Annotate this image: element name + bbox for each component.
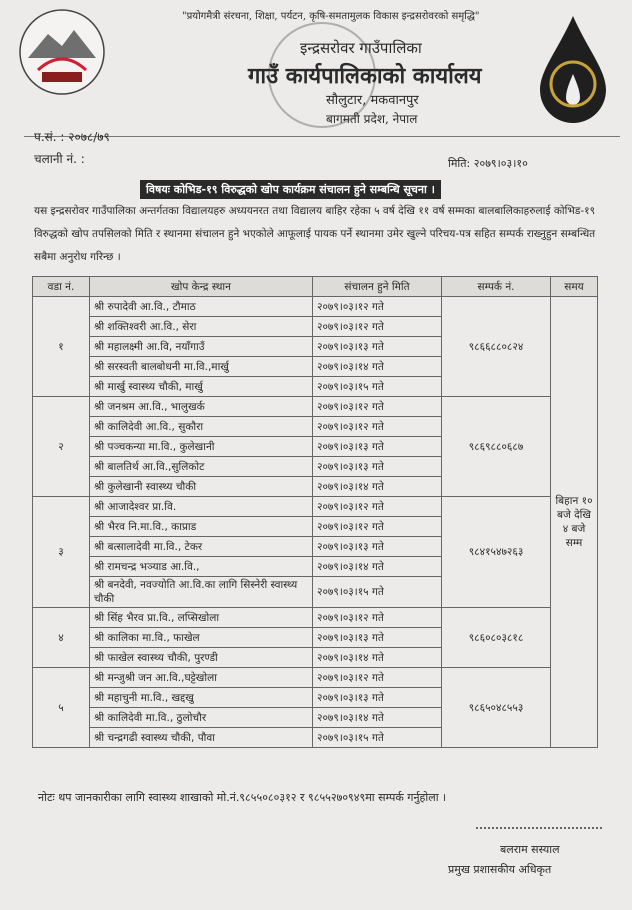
table-row	[33, 297, 598, 317]
schedule-date: २०७९।०३।१४ गते	[313, 557, 442, 577]
table-header-row	[33, 277, 598, 297]
header-contact: सम्पर्क नं.	[442, 277, 551, 297]
ward-number: ३	[33, 497, 90, 608]
vaccination-center: श्री मन्जुश्री जन आ.वि.,घट्टेखोला	[90, 668, 313, 688]
office-address: सौलुटार, मकवानपुर	[326, 93, 419, 108]
ward-number: ५	[33, 668, 90, 748]
notice-body: यस इन्द्रसरोवर गाउँपालिका अन्तर्गतका विद्यालयहरु अध्ययनरत तथा विद्यालय बाहिर रहेका ५ वर्ष देखि ११ वर्ष सम्मका बालबालिकाहरुलाई कोभिड-१९ विरुद्धको खोप तपसिलको मिति र स्थानमा संचालन हुने भएकोले आफूलाई पायक पर्ने स्थानमा उमेर खुल्ने परिचय-पत्र सहित सम्पर्क राख्नुहुन सम्बन्धित सबैमा अनुरोध गरिन्छ ।	[34, 205, 596, 263]
schedule-date: २०७९।०३।१२ गते	[313, 497, 442, 517]
vaccination-center: श्री बत्सालादेवी मा.वि., टेकर	[90, 537, 313, 557]
reference-number: प.सं. : २०७८/७९	[34, 130, 110, 144]
header-motto: "प्रयोगमैत्री संरचना, शिक्षा, पर्यटन, कृषि-समतामुलक विकास इन्द्रसरोवरको समृद्धि"	[182, 11, 480, 22]
session-time: बिहान १० बजे देखि ४ बजे सम्म	[551, 297, 598, 748]
office-province: बागमती प्रदेश, नेपाल	[326, 112, 418, 126]
vaccination-center: श्री मार्खु स्वास्थ्य चौकी, मार्खु	[90, 377, 313, 397]
vaccination-center: श्री कुलेखानी स्वास्थ्य चौकी	[90, 477, 313, 497]
vaccination-center: श्री चन्द्रगढी स्वास्थ्य चौकी, पौवा	[90, 728, 313, 748]
nepal-emblem-icon	[18, 8, 106, 96]
schedule-date: २०७९।०३।१२ गते	[313, 317, 442, 337]
header-time: समय	[551, 277, 598, 297]
signatory-name: बलराम सस्याल	[500, 843, 560, 856]
vaccination-center: श्री शक्तिश्वरी आ.वि., सेरा	[90, 317, 313, 337]
schedule-date: २०७९।०३।१५ गते	[313, 577, 442, 608]
contact-number: ९८६५०४८५५३	[442, 668, 551, 748]
vaccination-center: श्री बालतिर्थ आ.वि.,सुलिकोट	[90, 457, 313, 477]
header-place: खोप केन्द्र स्थान	[90, 277, 313, 297]
schedule-date: २०७९।०३।१३ गते	[313, 437, 442, 457]
vaccination-center: श्री सिंह भैरव प्रा.वि., लप्सिखोला	[90, 608, 313, 628]
table-row	[33, 397, 598, 417]
vaccination-center: श्री महालक्ष्मी आ.वि, नयाँगाउँ	[90, 337, 313, 357]
header-ward: वडा नं.	[33, 277, 90, 297]
contact-number: ९८४१५४७२६३	[442, 497, 551, 608]
schedule-date: २०७९।०३।१२ गते	[313, 668, 442, 688]
note-text: नोटः थप जानकारीका लागि स्वास्थ्य शाखाको मो.नं.९८५५०८०३१२ र ९८५५२७०९४९मा सम्पर्क गर्नुहोला ।	[38, 791, 447, 804]
table-row	[33, 497, 598, 517]
vaccination-center: श्री भैरव नि.मा.वि., काप्राड	[90, 517, 313, 537]
schedule-date: २०७९।०३।१४ गते	[313, 648, 442, 668]
signatory-title: प्रमुख प्रशासकीय अधिकृत	[448, 863, 552, 876]
vaccination-center: श्री जनश्रम आ.वि., भालुखर्क	[90, 397, 313, 417]
subject-line: विषयः कोभिड-१९ विरुद्धको खोप कार्यक्रम संचालन हुने सम्बन्धि सूचना ।	[140, 180, 441, 199]
notice-date: मिति: २०७९।०३।१०	[448, 157, 528, 170]
schedule-date: २०७९।०३।१२ गते	[313, 417, 442, 437]
schedule-date: २०७९।०३।१४ गते	[313, 708, 442, 728]
schedule-date: २०७९।०३।१५ गते	[313, 377, 442, 397]
schedule-date: २०७९।०३।१३ गते	[313, 688, 442, 708]
office-name: गाउँ कार्यपालिकाको कार्यालय	[248, 63, 482, 89]
vaccination-center: श्री महाचुनी मा.वि., खद्दखु	[90, 688, 313, 708]
signature-line	[476, 827, 602, 831]
ward-number: ४	[33, 608, 90, 668]
contact-number: ९८६९८८०६८७	[442, 397, 551, 497]
schedule-date: २०७९।०३।१२ गते	[313, 297, 442, 317]
ward-number: १	[33, 297, 90, 397]
schedule-date: २०७९।०३।१३ गते	[313, 457, 442, 477]
table-row	[33, 608, 598, 628]
vaccination-center: श्री फाखेल स्वास्थ्य चौकी, पुरण्डी	[90, 648, 313, 668]
schedule-date: २०७९।०३।१४ गते	[313, 477, 442, 497]
vaccination-center: श्री पञ्चकन्या मा.वि., कुलेखानी	[90, 437, 313, 457]
table-body	[33, 297, 598, 748]
contact-number: ९८६०८०३८१८	[442, 608, 551, 668]
vaccination-center: श्री कालिदेवी आ.वि., सुकौरा	[90, 417, 313, 437]
vaccination-schedule-table	[32, 276, 598, 748]
header-date: संचालन हुने मिति	[313, 277, 442, 297]
schedule-date: २०७९।०३।१३ गते	[313, 628, 442, 648]
contact-number: ९८६६८८०८२४	[442, 297, 551, 397]
vaccination-center: श्री कालिका मा.वि., फाखेल	[90, 628, 313, 648]
schedule-date: २०७९।०३।१४ गते	[313, 357, 442, 377]
schedule-date: २०७९।०३।१५ गते	[313, 728, 442, 748]
ward-number: २	[33, 397, 90, 497]
vaccination-center: श्री रुपादेवी आ.वि., टौमाठ	[90, 297, 313, 317]
schedule-date: २०७९।०३।१३ गते	[313, 537, 442, 557]
vaccination-center: श्री सरस्वती बालबोधनी मा.वि.,मार्खु	[90, 357, 313, 377]
schedule-date: २०७९।०३।१२ गते	[313, 397, 442, 417]
schedule-date: २०७९।०३।१२ गते	[313, 608, 442, 628]
vaccination-center: श्री आजादेश्वर प्रा.वि.	[90, 497, 313, 517]
water-drop-logo-icon	[528, 14, 618, 124]
table-row	[33, 668, 598, 688]
vaccination-center: श्री बनदेवी, नवज्योति आ.वि.का लागि सिस्नेरी स्वास्थ्य चौकी	[90, 577, 313, 608]
vaccination-center: श्री कालिदेवी मा.वि., ठुलोचौर	[90, 708, 313, 728]
schedule-date: २०७९।०३।१२ गते	[313, 517, 442, 537]
vaccination-center: श्री रामचन्द्र भञ्याड आ.वि.,	[90, 557, 313, 577]
schedule-date: २०७९।०३।१३ गते	[313, 337, 442, 357]
municipality-name: इन्द्रसरोवर गाउँपालिका	[300, 39, 422, 57]
dispatch-number: चलानी नं. :	[34, 152, 85, 166]
header-divider	[24, 136, 620, 137]
